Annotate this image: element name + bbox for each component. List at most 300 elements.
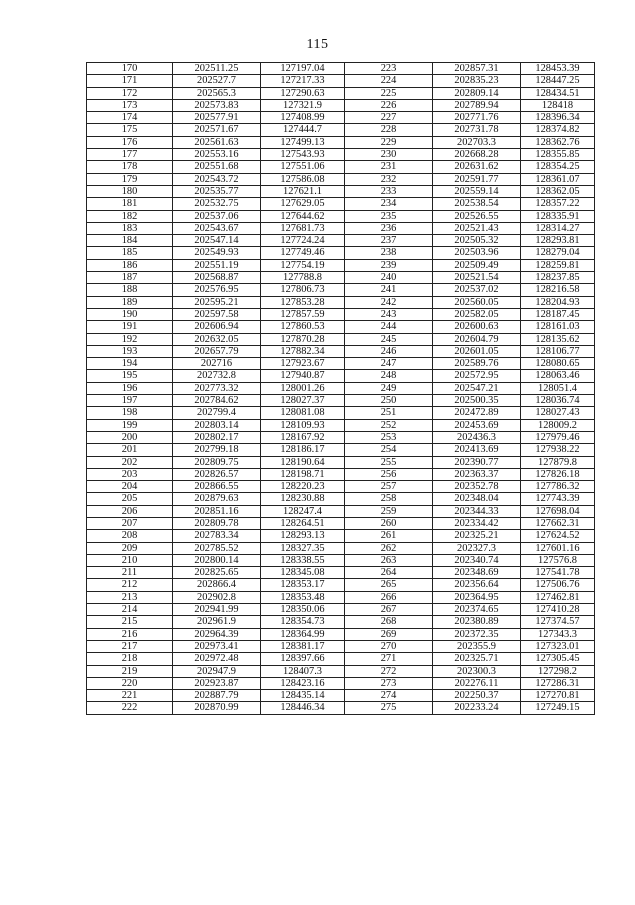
y-coordinate-cell: 128374.82	[521, 124, 595, 136]
point-number-cell: 240	[345, 272, 433, 284]
x-coordinate-cell: 202589.76	[433, 358, 521, 370]
x-coordinate-cell: 202972.48	[173, 653, 261, 665]
y-coordinate-cell: 127788.8	[261, 272, 345, 284]
x-coordinate-cell: 202785.52	[173, 542, 261, 554]
y-coordinate-cell: 127576.8	[521, 554, 595, 566]
x-coordinate-cell: 202372.35	[433, 628, 521, 640]
x-coordinate-cell: 202363.37	[433, 468, 521, 480]
x-coordinate-cell: 202703.3	[433, 136, 521, 148]
x-coordinate-cell: 202668.28	[433, 149, 521, 161]
point-number-cell: 182	[87, 210, 173, 222]
table-row	[87, 345, 595, 357]
point-number-cell: 236	[345, 222, 433, 234]
x-coordinate-cell: 202250.37	[433, 690, 521, 702]
point-number-cell: 201	[87, 444, 173, 456]
point-number-cell: 275	[345, 702, 433, 714]
table-row	[87, 579, 595, 591]
x-coordinate-cell: 202632.05	[173, 333, 261, 345]
y-coordinate-cell: 128350.06	[261, 604, 345, 616]
x-coordinate-cell: 202961.9	[173, 616, 261, 628]
y-coordinate-cell: 127249.15	[521, 702, 595, 714]
point-number-cell: 172	[87, 87, 173, 99]
x-coordinate-cell: 202601.05	[433, 345, 521, 357]
y-coordinate-cell: 127499.13	[261, 136, 345, 148]
y-coordinate-cell: 127786.32	[521, 481, 595, 493]
point-number-cell: 189	[87, 296, 173, 308]
point-number-cell: 186	[87, 259, 173, 271]
point-number-cell: 266	[345, 591, 433, 603]
x-coordinate-cell: 202879.63	[173, 493, 261, 505]
table-row	[87, 640, 595, 652]
x-coordinate-cell: 202559.14	[433, 185, 521, 197]
y-coordinate-cell: 128353.17	[261, 579, 345, 591]
point-number-cell: 235	[345, 210, 433, 222]
y-coordinate-cell: 127343.3	[521, 628, 595, 640]
table-row	[87, 616, 595, 628]
table-row	[87, 284, 595, 296]
page-number: 115	[306, 37, 329, 52]
point-number-cell: 271	[345, 653, 433, 665]
y-coordinate-cell: 128354.73	[261, 616, 345, 628]
y-coordinate-cell: 128230.88	[261, 493, 345, 505]
x-coordinate-cell: 202773.32	[173, 382, 261, 394]
point-number-cell: 249	[345, 382, 433, 394]
x-coordinate-cell: 202509.49	[433, 259, 521, 271]
x-coordinate-cell: 202325.21	[433, 530, 521, 542]
point-number-cell: 175	[87, 124, 173, 136]
y-coordinate-cell: 127857.59	[261, 308, 345, 320]
point-number-cell: 217	[87, 640, 173, 652]
table-row	[87, 702, 595, 714]
y-coordinate-cell: 128216.58	[521, 284, 595, 296]
y-coordinate-cell: 127286.31	[521, 677, 595, 689]
point-number-cell: 215	[87, 616, 173, 628]
y-coordinate-cell: 127662.31	[521, 517, 595, 529]
x-coordinate-cell: 202380.89	[433, 616, 521, 628]
x-coordinate-cell: 202505.32	[433, 235, 521, 247]
point-number-cell: 205	[87, 493, 173, 505]
point-number-cell: 267	[345, 604, 433, 616]
point-number-cell: 251	[345, 407, 433, 419]
point-number-cell: 257	[345, 481, 433, 493]
y-coordinate-cell: 127826.18	[521, 468, 595, 480]
table-row	[87, 272, 595, 284]
x-coordinate-cell: 202657.79	[173, 345, 261, 357]
point-number-cell: 193	[87, 345, 173, 357]
x-coordinate-cell: 202565.3	[173, 87, 261, 99]
y-coordinate-cell: 128335.91	[521, 210, 595, 222]
x-coordinate-cell: 202551.19	[173, 259, 261, 271]
table-row	[87, 173, 595, 185]
table-row	[87, 505, 595, 517]
x-coordinate-cell: 202825.65	[173, 567, 261, 579]
point-number-cell: 199	[87, 419, 173, 431]
point-number-cell: 265	[345, 579, 433, 591]
x-coordinate-cell: 202941.99	[173, 604, 261, 616]
point-number-cell: 246	[345, 345, 433, 357]
y-coordinate-cell: 127408.99	[261, 112, 345, 124]
table-row	[87, 321, 595, 333]
point-number-cell: 233	[345, 185, 433, 197]
table-row	[87, 591, 595, 603]
point-number-cell: 250	[345, 395, 433, 407]
y-coordinate-cell: 128109.93	[261, 419, 345, 431]
y-coordinate-cell: 128423.16	[261, 677, 345, 689]
table-row	[87, 665, 595, 677]
point-number-cell: 226	[345, 99, 433, 111]
y-coordinate-cell: 127724.24	[261, 235, 345, 247]
point-number-cell: 213	[87, 591, 173, 603]
y-coordinate-cell: 127197.04	[261, 63, 345, 75]
x-coordinate-cell: 202923.87	[173, 677, 261, 689]
point-number-cell: 258	[345, 493, 433, 505]
x-coordinate-cell: 202568.87	[173, 272, 261, 284]
point-number-cell: 228	[345, 124, 433, 136]
table-row	[87, 517, 595, 529]
table-row	[87, 210, 595, 222]
table-row	[87, 444, 595, 456]
point-number-cell: 230	[345, 149, 433, 161]
y-coordinate-cell: 128198.71	[261, 468, 345, 480]
point-number-cell: 219	[87, 665, 173, 677]
y-coordinate-cell: 127629.05	[261, 198, 345, 210]
x-coordinate-cell: 202870.99	[173, 702, 261, 714]
point-number-cell: 232	[345, 173, 433, 185]
x-coordinate-cell: 202826.57	[173, 468, 261, 480]
point-number-cell: 184	[87, 235, 173, 247]
x-coordinate-cell: 202325.71	[433, 653, 521, 665]
point-number-cell: 208	[87, 530, 173, 542]
y-coordinate-cell: 128279.04	[521, 247, 595, 259]
point-number-cell: 204	[87, 481, 173, 493]
y-coordinate-cell: 128362.76	[521, 136, 595, 148]
table-row	[87, 554, 595, 566]
table-row	[87, 63, 595, 75]
y-coordinate-cell: 128001.26	[261, 382, 345, 394]
y-coordinate-cell: 128357.22	[521, 198, 595, 210]
point-number-cell: 202	[87, 456, 173, 468]
x-coordinate-cell: 202538.54	[433, 198, 521, 210]
point-number-cell: 243	[345, 308, 433, 320]
x-coordinate-cell: 202783.34	[173, 530, 261, 542]
y-coordinate-cell: 128259.81	[521, 259, 595, 271]
y-coordinate-cell: 128314.27	[521, 222, 595, 234]
x-coordinate-cell: 202549.93	[173, 247, 261, 259]
x-coordinate-cell: 202866.55	[173, 481, 261, 493]
x-coordinate-cell: 202866.4	[173, 579, 261, 591]
table-row	[87, 382, 595, 394]
point-number-cell: 264	[345, 567, 433, 579]
point-number-cell: 188	[87, 284, 173, 296]
table-row	[87, 407, 595, 419]
x-coordinate-cell: 202789.94	[433, 99, 521, 111]
table-row	[87, 493, 595, 505]
point-number-cell: 200	[87, 431, 173, 443]
point-number-cell: 203	[87, 468, 173, 480]
x-coordinate-cell: 202521.43	[433, 222, 521, 234]
y-coordinate-cell: 128364.99	[261, 628, 345, 640]
x-coordinate-cell: 202606.94	[173, 321, 261, 333]
x-coordinate-cell: 202809.75	[173, 456, 261, 468]
x-coordinate-cell: 202851.16	[173, 505, 261, 517]
point-number-cell: 179	[87, 173, 173, 185]
point-number-cell: 273	[345, 677, 433, 689]
x-coordinate-cell: 202716	[173, 358, 261, 370]
x-coordinate-cell: 202731.78	[433, 124, 521, 136]
y-coordinate-cell: 128293.13	[261, 530, 345, 542]
point-number-cell: 197	[87, 395, 173, 407]
x-coordinate-cell: 202597.58	[173, 308, 261, 320]
table-row	[87, 149, 595, 161]
point-number-cell: 174	[87, 112, 173, 124]
y-coordinate-cell: 127681.73	[261, 222, 345, 234]
x-coordinate-cell: 202887.79	[173, 690, 261, 702]
y-coordinate-cell: 128355.85	[521, 149, 595, 161]
x-coordinate-cell: 202355.9	[433, 640, 521, 652]
y-coordinate-cell: 128362.05	[521, 185, 595, 197]
y-coordinate-cell: 127323.01	[521, 640, 595, 652]
y-coordinate-cell: 127644.62	[261, 210, 345, 222]
x-coordinate-cell: 202344.33	[433, 505, 521, 517]
coordinate-table	[86, 62, 595, 715]
y-coordinate-cell: 127462.81	[521, 591, 595, 603]
point-number-cell: 180	[87, 185, 173, 197]
point-number-cell: 220	[87, 677, 173, 689]
point-number-cell: 269	[345, 628, 433, 640]
point-number-cell: 173	[87, 99, 173, 111]
y-coordinate-cell: 128187.45	[521, 308, 595, 320]
x-coordinate-cell: 202348.69	[433, 567, 521, 579]
point-number-cell: 239	[345, 259, 433, 271]
x-coordinate-cell: 202511.25	[173, 63, 261, 75]
y-coordinate-cell: 128418	[521, 99, 595, 111]
x-coordinate-cell: 202453.69	[433, 419, 521, 431]
point-number-cell: 176	[87, 136, 173, 148]
table-row	[87, 112, 595, 124]
point-number-cell: 268	[345, 616, 433, 628]
point-number-cell: 241	[345, 284, 433, 296]
x-coordinate-cell: 202537.02	[433, 284, 521, 296]
x-coordinate-cell: 202356.64	[433, 579, 521, 591]
y-coordinate-cell: 127979.46	[521, 431, 595, 443]
point-number-cell: 177	[87, 149, 173, 161]
point-number-cell: 229	[345, 136, 433, 148]
point-number-cell: 185	[87, 247, 173, 259]
y-coordinate-cell: 127754.19	[261, 259, 345, 271]
y-coordinate-cell: 127601.16	[521, 542, 595, 554]
table-row	[87, 481, 595, 493]
x-coordinate-cell: 202800.14	[173, 554, 261, 566]
y-coordinate-cell: 128434.51	[521, 87, 595, 99]
x-coordinate-cell: 202803.14	[173, 419, 261, 431]
y-coordinate-cell: 128220.23	[261, 481, 345, 493]
y-coordinate-cell: 128396.34	[521, 112, 595, 124]
y-coordinate-cell: 128161.03	[521, 321, 595, 333]
y-coordinate-cell: 128293.81	[521, 235, 595, 247]
x-coordinate-cell: 202571.67	[173, 124, 261, 136]
point-number-cell: 198	[87, 407, 173, 419]
point-number-cell: 196	[87, 382, 173, 394]
x-coordinate-cell: 202973.41	[173, 640, 261, 652]
table-row	[87, 99, 595, 111]
y-coordinate-cell: 128338.55	[261, 554, 345, 566]
y-coordinate-cell: 128080.65	[521, 358, 595, 370]
x-coordinate-cell: 202551.68	[173, 161, 261, 173]
point-number-cell: 209	[87, 542, 173, 554]
table-row	[87, 431, 595, 443]
y-coordinate-cell: 128081.08	[261, 407, 345, 419]
point-number-cell: 192	[87, 333, 173, 345]
point-number-cell: 181	[87, 198, 173, 210]
point-number-cell: 195	[87, 370, 173, 382]
table-row	[87, 419, 595, 431]
y-coordinate-cell: 127551.06	[261, 161, 345, 173]
x-coordinate-cell: 202340.74	[433, 554, 521, 566]
y-coordinate-cell: 127321.9	[261, 99, 345, 111]
x-coordinate-cell: 202327.3	[433, 542, 521, 554]
x-coordinate-cell: 202543.67	[173, 222, 261, 234]
x-coordinate-cell: 202547.14	[173, 235, 261, 247]
y-coordinate-cell: 128453.39	[521, 63, 595, 75]
table-row	[87, 604, 595, 616]
y-coordinate-cell: 127506.76	[521, 579, 595, 591]
table-row	[87, 75, 595, 87]
y-coordinate-cell: 128027.37	[261, 395, 345, 407]
table-row	[87, 456, 595, 468]
table-row	[87, 296, 595, 308]
x-coordinate-cell: 202526.55	[433, 210, 521, 222]
point-number-cell: 171	[87, 75, 173, 87]
x-coordinate-cell: 202537.06	[173, 210, 261, 222]
y-coordinate-cell: 128063.46	[521, 370, 595, 382]
y-coordinate-cell: 128237.85	[521, 272, 595, 284]
point-number-cell: 274	[345, 690, 433, 702]
point-number-cell: 254	[345, 444, 433, 456]
point-number-cell: 260	[345, 517, 433, 529]
y-coordinate-cell: 127543.93	[261, 149, 345, 161]
x-coordinate-cell: 202732.8	[173, 370, 261, 382]
point-number-cell: 248	[345, 370, 433, 382]
y-coordinate-cell: 127410.28	[521, 604, 595, 616]
y-coordinate-cell: 128327.35	[261, 542, 345, 554]
x-coordinate-cell: 202857.31	[433, 63, 521, 75]
x-coordinate-cell: 202595.21	[173, 296, 261, 308]
x-coordinate-cell: 202532.75	[173, 198, 261, 210]
point-number-cell: 272	[345, 665, 433, 677]
point-number-cell: 244	[345, 321, 433, 333]
x-coordinate-cell: 202561.63	[173, 136, 261, 148]
y-coordinate-cell: 128353.48	[261, 591, 345, 603]
table-row	[87, 308, 595, 320]
x-coordinate-cell: 202553.16	[173, 149, 261, 161]
x-coordinate-cell: 202771.76	[433, 112, 521, 124]
x-coordinate-cell: 202413.69	[433, 444, 521, 456]
y-coordinate-cell: 128345.08	[261, 567, 345, 579]
y-coordinate-cell: 127870.28	[261, 333, 345, 345]
point-number-cell: 191	[87, 321, 173, 333]
y-coordinate-cell: 127290.63	[261, 87, 345, 99]
y-coordinate-cell: 128186.17	[261, 444, 345, 456]
y-coordinate-cell: 128435.14	[261, 690, 345, 702]
x-coordinate-cell: 202577.91	[173, 112, 261, 124]
y-coordinate-cell: 127940.87	[261, 370, 345, 382]
x-coordinate-cell: 202527.7	[173, 75, 261, 87]
x-coordinate-cell: 202802.17	[173, 431, 261, 443]
point-number-cell: 255	[345, 456, 433, 468]
table-row	[87, 653, 595, 665]
table-row	[87, 333, 595, 345]
x-coordinate-cell: 202835.23	[433, 75, 521, 87]
point-number-cell: 238	[345, 247, 433, 259]
y-coordinate-cell: 127305.45	[521, 653, 595, 665]
point-number-cell: 223	[345, 63, 433, 75]
y-coordinate-cell: 127882.34	[261, 345, 345, 357]
point-number-cell: 247	[345, 358, 433, 370]
point-number-cell: 253	[345, 431, 433, 443]
y-coordinate-cell: 128106.77	[521, 345, 595, 357]
table-row	[87, 259, 595, 271]
y-coordinate-cell: 127853.28	[261, 296, 345, 308]
x-coordinate-cell: 202364.95	[433, 591, 521, 603]
x-coordinate-cell: 202276.11	[433, 677, 521, 689]
point-number-cell: 222	[87, 702, 173, 714]
x-coordinate-cell: 202964.39	[173, 628, 261, 640]
table-row	[87, 468, 595, 480]
y-coordinate-cell: 128135.62	[521, 333, 595, 345]
x-coordinate-cell: 202591.77	[433, 173, 521, 185]
point-number-cell: 231	[345, 161, 433, 173]
y-coordinate-cell: 127806.73	[261, 284, 345, 296]
table-row	[87, 161, 595, 173]
table-row	[87, 690, 595, 702]
y-coordinate-cell: 128397.66	[261, 653, 345, 665]
x-coordinate-cell: 202947.9	[173, 665, 261, 677]
point-number-cell: 237	[345, 235, 433, 247]
point-number-cell: 225	[345, 87, 433, 99]
point-number-cell: 224	[345, 75, 433, 87]
y-coordinate-cell: 128381.17	[261, 640, 345, 652]
point-number-cell: 194	[87, 358, 173, 370]
point-number-cell: 216	[87, 628, 173, 640]
y-coordinate-cell: 128204.93	[521, 296, 595, 308]
table-row	[87, 124, 595, 136]
table-body	[87, 63, 595, 715]
y-coordinate-cell: 127879.8	[521, 456, 595, 468]
y-coordinate-cell: 128447.25	[521, 75, 595, 87]
y-coordinate-cell: 127586.08	[261, 173, 345, 185]
y-coordinate-cell: 127541.78	[521, 567, 595, 579]
table-row	[87, 358, 595, 370]
y-coordinate-cell: 128167.92	[261, 431, 345, 443]
table-row	[87, 542, 595, 554]
table-row	[87, 395, 595, 407]
x-coordinate-cell: 202631.62	[433, 161, 521, 173]
table-row	[87, 198, 595, 210]
x-coordinate-cell: 202521.54	[433, 272, 521, 284]
point-number-cell: 227	[345, 112, 433, 124]
point-number-cell: 218	[87, 653, 173, 665]
point-number-cell: 190	[87, 308, 173, 320]
y-coordinate-cell: 127270.81	[521, 690, 595, 702]
x-coordinate-cell: 202334.42	[433, 517, 521, 529]
x-coordinate-cell: 202547.21	[433, 382, 521, 394]
table-row	[87, 136, 595, 148]
point-number-cell: 214	[87, 604, 173, 616]
table-row	[87, 370, 595, 382]
x-coordinate-cell: 202535.77	[173, 185, 261, 197]
x-coordinate-cell: 202233.24	[433, 702, 521, 714]
x-coordinate-cell: 202809.78	[173, 517, 261, 529]
